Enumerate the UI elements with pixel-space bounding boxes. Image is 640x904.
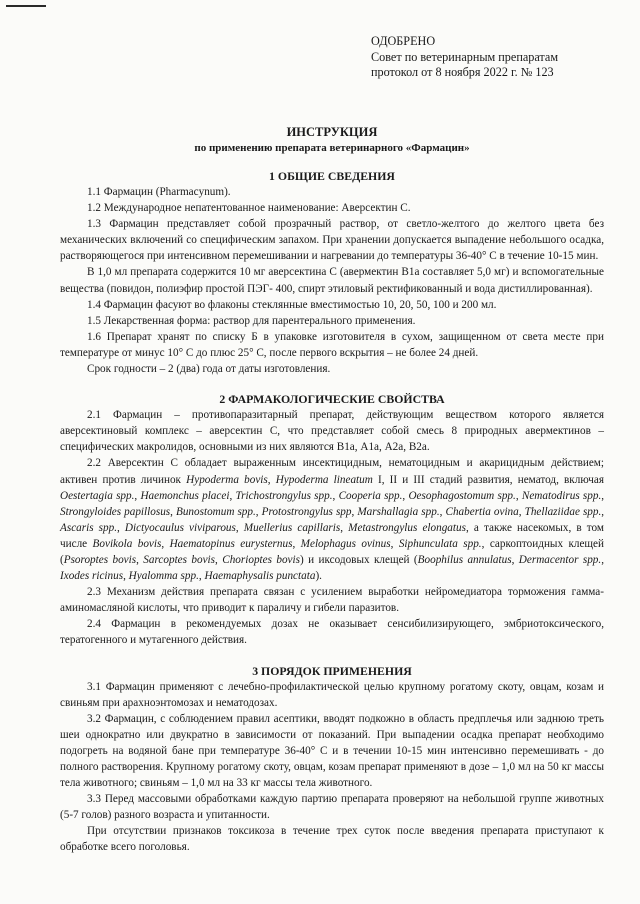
instruction-document (60, 124, 604, 856)
document-subtitle: по применению препарата ветеринарного «Фармацин» (194, 142, 470, 154)
approval-line-1: ОДОБРЕНО (371, 34, 436, 48)
section-heading-usage: 3 ПОРЯДОК ПРИМЕНЕНИЯ (252, 663, 412, 678)
paragraph: 1.3 Фармацин представляет собой прозрачный раствор, от светло-желтого до желтого цвета без механических включений со специфическим запахом. При хранении допускается выпадение небольшого осадка, растворяющегося при интенсивном перемешивании и нагревании до температуры 36-40° С в течение 10-15 мин. (60, 218, 604, 263)
paragraph: 1.5 Лекарственная форма: раствор для парентерального применения. (87, 314, 416, 327)
paragraph: 2.4 Фармацин в рекомендуемых дозах не оказывает сенсибилизирующего, эмбриотоксического, тератогенного и мутагенного действия. (60, 618, 604, 647)
paragraph: 1.2 Международное непатентованное наименование: Аверсектин С. (87, 202, 411, 215)
paragraph: Срок годности – 2 (два) года от даты изготовления. (87, 363, 331, 376)
paragraph: 3.1 Фармацин применяют с лечебно-профилактической целью крупному рогатому скоту, овцам, козам и свиньям при арахноэнтомозах и нематодозах. (60, 680, 604, 709)
scan-corner-mark (6, 5, 46, 7)
paragraph: 3.3 Перед массовыми обработками каждую партию препарата проверяют на небольшой группе животных (5-7 голов) разного возраста и упитанности. (60, 793, 604, 822)
paragraph: 2.1 Фармацин – противопаразитарный препарат, действующим веществом которого является аверсектиновый комплекс – аверсектин С, что представляет собой смесь 8 природных авермектинов – специфических макролидов, основными из них являются В1а, А1а, А2а, В2а. (60, 409, 604, 454)
approval-line-3: протокол от 8 ноября 2022 г. № 123 (371, 65, 554, 79)
paragraph: 1.6 Препарат хранят по списку Б в упаковке изготовителя в сухом, защищенном от света месте при температуре от минус 10° С до плюс 25° С, после первого вскрытия – не более 24 дней. (60, 330, 604, 359)
paragraph: 3.2 Фармацин, с соблюдением правил асептики, вводят подкожно в область предплечья или заднюю треть шеи однократно или двукратно в зависимости от показаний. При выпадении осадка препарат необходимо подогреть на водяной бане при температуре 36-40° С и в течении 10-15 мин интенсивно перемешивать - до полного растворения. Крупному рогатому скоту, овцам, козам препарат применяют в дозе – 1,0 мл на 50 кг массы тела животного; свиньям – 1,0 мл на 33 кг массы тела животного. (60, 712, 604, 790)
paragraph: При отсутствии признаков токсикоза в течение трех суток после введения препарата приступают к обработке всего поголовья. (60, 825, 604, 854)
paragraph: В 1,0 мл препарата содержится 10 мг аверсектина С (авермектин В1а составляет 5,0 мг) и вспомогательные вещества (повидон, полиэфир простой ПЭГ- 400, спирт этиловый ректификованный и вода дистиллированная). (60, 266, 604, 295)
document-title: ИНСТРУКЦИЯ (286, 125, 378, 139)
section-heading-general: 1 ОБЩИЕ СВЕДЕНИЯ (269, 169, 395, 183)
approval-line-2: Совет по ветеринарным препаратам (371, 49, 559, 64)
paragraph: 1.4 Фармацин фасуют во флаконы стеклянные вместимостью 10, 20, 50, 100 и 200 мл. (87, 298, 497, 311)
section-heading-pharmacology: 2 ФАРМАКОЛОГИЧЕСКИЕ СВОЙСТВА (219, 392, 445, 407)
paragraph: 1.1 Фармацин (Pharmacynum). (87, 186, 231, 198)
paragraph: 2.3 Механизм действия препарата связан с усилением выработки нейромедиатора торможения гамма-аминомасляной кислоты, что приводит к параличу и гибели паразитов. (60, 586, 604, 615)
approval-stamp-block (371, 34, 633, 81)
paragraph: 2.2 Аверсектин С обладает выраженным инсектицидным, нематоцидным и акарицидным действием; активен против личинок Hypoderma bovis, Hypoderma lineatum I, II и III стадий развития, нематод, включая Oestertagia spp., Haemonchus placei, Trichostrongylus spp., Cooperia spp., Oesophagostomum spp., Nematodirus spp., Strongyloides papillosus, Bunostomum spp., Protostrongylus spp, Marshallagia spp., Chabertia ovina, Thellaziidae spp., Ascaris spp., Dictyocaulus viviparous, Muellerius capillaris, Metastrongylus elongatus, а также насекомых, в том числе Bovikola bovis, Haematopinus eurysternus, Melophagus ovinus, Siphunculata spp., саркоптоидных клещей (Psoroptes bovis, Sarcoptes bovis, Chorioptes bovis) и иксодовых клещей (Boophilus annulatus, Dermacentor spp., Ixodes ricinus, Hyalomma spp., Haemaphysalis punctata). (60, 457, 605, 583)
